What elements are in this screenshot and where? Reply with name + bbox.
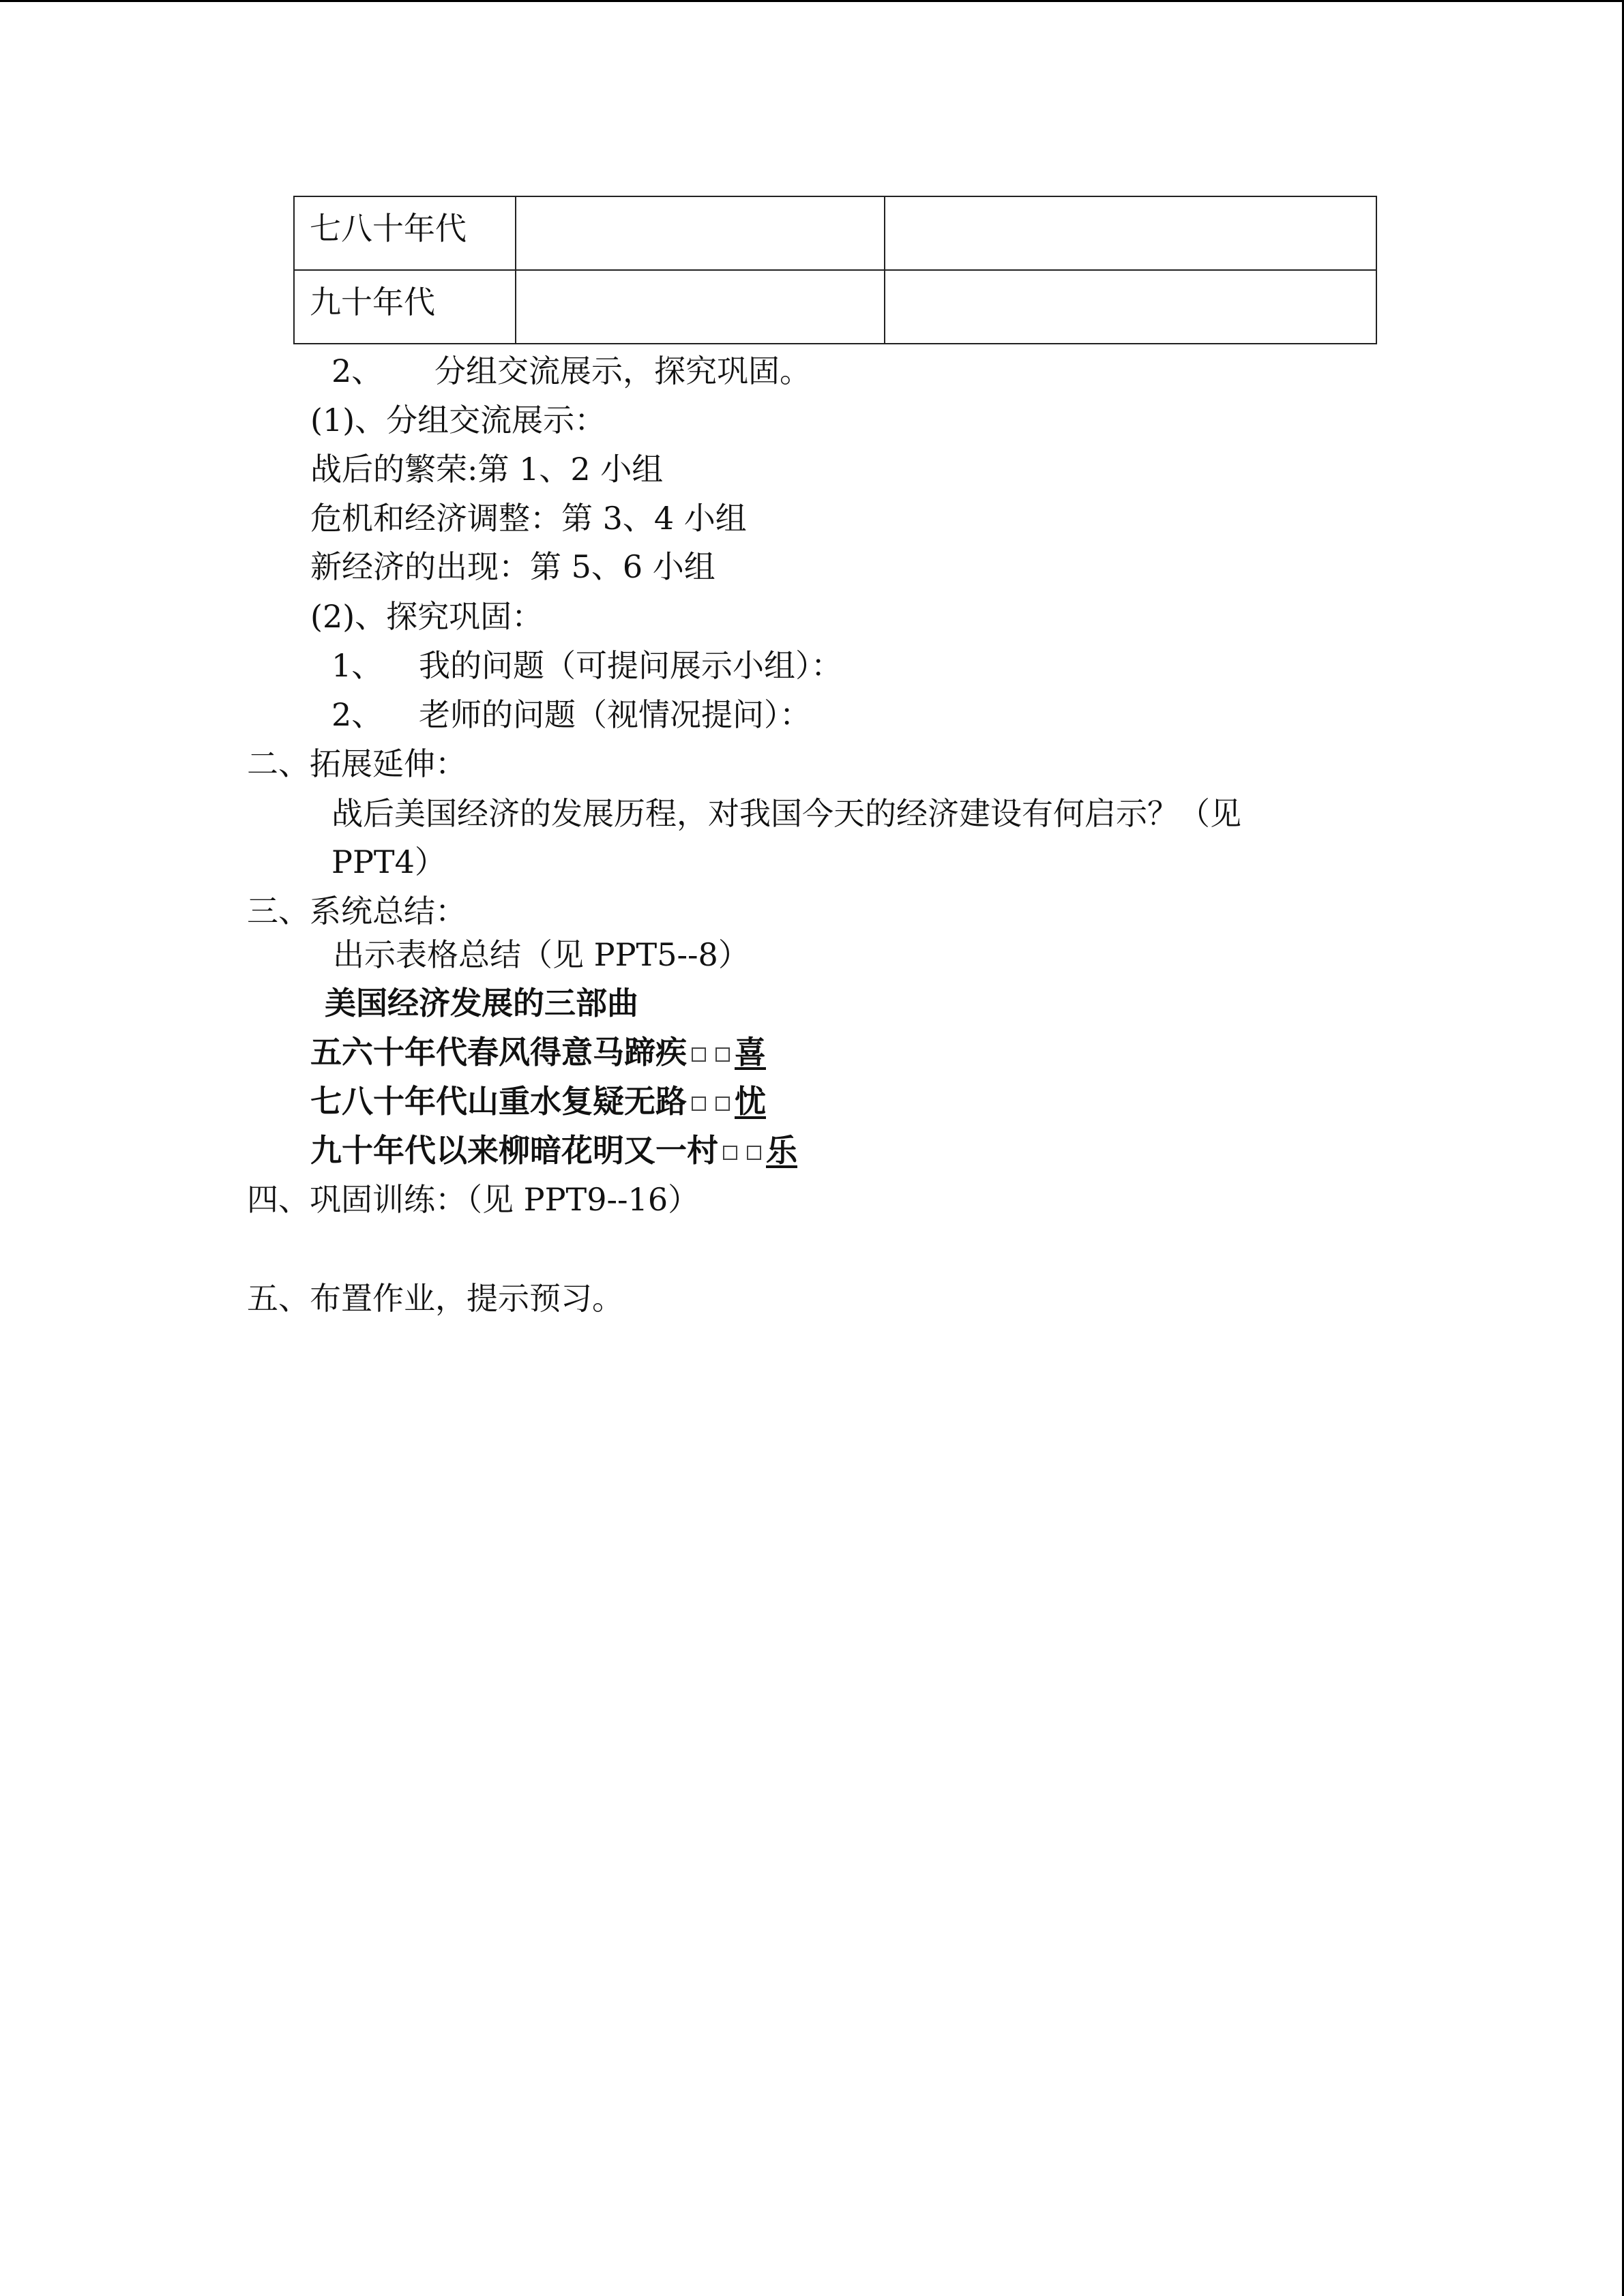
group-line: 战后的繁荣:第 1、2 小组 [310,451,664,488]
table-row [294,270,1376,344]
emotion-word: 喜 [735,1034,766,1071]
question-item: 2、 老师的问题（视情况提问）： [331,696,811,733]
table-cell-era: 九十年代 [294,270,516,344]
page-border-top [0,0,1624,2]
step2-text: 分组交流展示，探究巩固。 [434,353,811,389]
group-line: 新经济的出现：第 5、6 小组 [310,548,715,585]
verse-line: 五六十年代春风得意马蹄疾 喜 [310,1034,766,1071]
practice-heading: 四、巩固训练：（见 PPT9--16） [247,1181,700,1218]
era-table [293,196,1377,344]
step2-heading [331,352,811,390]
table-cell [885,196,1376,270]
summary-subtitle: 美国经济发展的三部曲 [325,985,638,1022]
square-glyph [692,1097,706,1111]
extend-text-line1: 战后美国经济的发展历程，对我国今天的经济建设有何启示？（见 [331,795,1241,832]
extend-heading: 二、拓展延伸： [247,745,467,782]
table-row [294,196,1376,270]
square-glyph [692,1047,706,1062]
square-glyph [747,1146,761,1160]
sub1-title: (1)、分组交流展示： [310,402,606,438]
sub2-title: (2)、探究巩固： [310,598,544,635]
square-glyph [715,1047,730,1062]
table-cell [885,270,1376,344]
summary-heading: 三、系统总结： [247,893,467,929]
extend-text-line2: PPT4） [331,844,446,880]
step2-number: 2、 [331,353,383,389]
table-cell-era: 七八十年代 [294,196,516,270]
group-line: 危机和经济调整：第 3、4 小组 [310,500,747,537]
emotion-word: 忧 [735,1083,766,1120]
verse-line: 七八十年代山重水复疑无路 忧 [310,1083,766,1120]
table-cell [516,270,885,344]
square-glyph [723,1146,737,1160]
question-item: 1、 我的问题（可提问展示小组）： [331,647,842,684]
square-glyph [715,1097,730,1111]
emotion-word: 乐 [766,1132,797,1169]
summary-text: 出示表格总结（见 PPT5--8） [333,936,750,973]
verse-line: 九十年代以来柳暗花明又一村 乐 [310,1132,797,1169]
homework-heading: 五、布置作业，提示预习。 [247,1280,623,1317]
table-cell [516,196,885,270]
